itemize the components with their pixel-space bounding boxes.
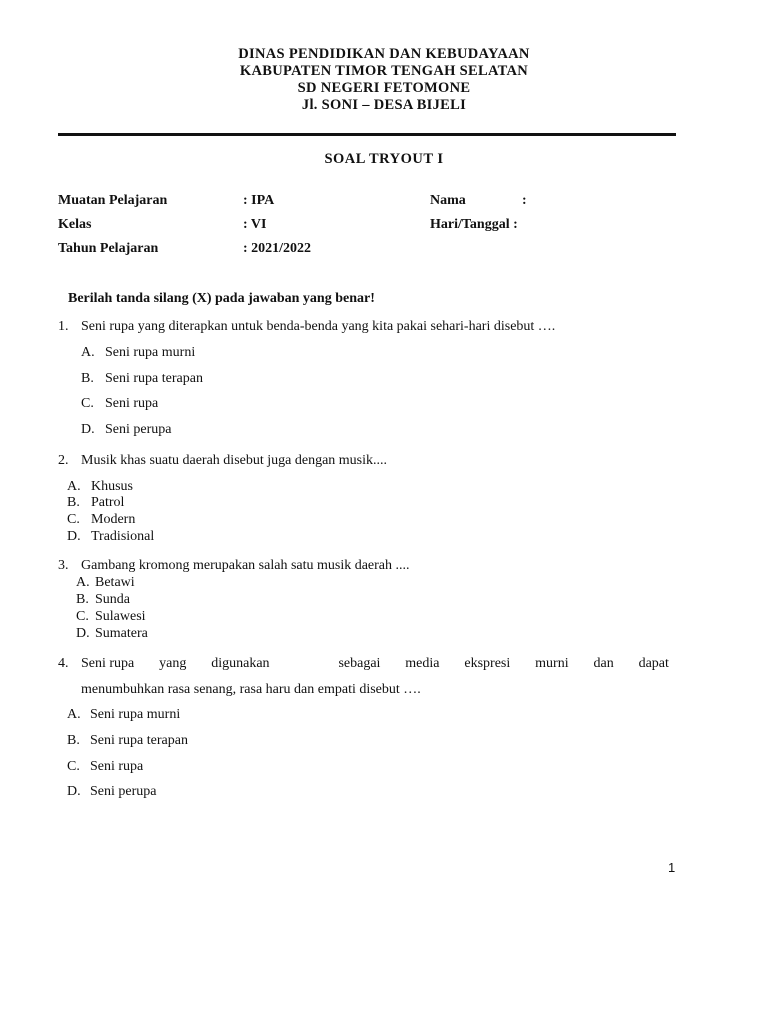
option-text: Betawi [95,575,135,590]
option [81,422,171,438]
subject-value: : IPA [243,193,275,208]
option-label: C. [76,609,89,624]
question-text: Seni rupa yang diterapkan untuk benda-benda yang kita pakai sehari-hari disebut …. [81,319,556,334]
question-number: 2. [58,453,69,468]
option-text: Tradisional [91,529,155,544]
letterhead-regency: KABUPATEN TIMOR TENGAH SELATAN [239,63,529,79]
option [67,479,133,495]
option-label: A. [81,345,95,360]
word: sebagai [338,656,381,671]
question-text: Musik khas suatu daerah disebut juga dengan musik.... [81,453,388,468]
question-text: Gambang kromong merupakan salah satu musik daerah .... [81,558,410,573]
option-text: Sunda [95,592,130,607]
option-label: C. [67,512,80,527]
instruction: Berilah tanda silang (X) pada jawaban yang benar! [68,291,375,306]
option [81,345,195,361]
option-label: D. [67,784,81,799]
option [67,529,154,545]
option-text: Seni perupa [105,422,172,437]
option-label: D. [81,422,95,437]
option-label: D. [76,626,90,641]
option-label: A. [67,479,81,494]
option-text: Seni rupa [90,759,144,774]
option [67,495,124,511]
option [67,784,156,800]
letterhead-agency: DINAS PENDIDIKAN DAN KEBUDAYAAN [238,46,530,62]
word: digunakan [211,656,270,671]
exam-title: SOAL TRYOUT I [324,151,444,167]
option-label: B. [67,733,80,748]
question-number: 1. [58,319,69,334]
option [81,371,203,387]
question-number: 3. [58,558,69,573]
word: media [405,656,440,671]
year-value: : 2021/2022 [243,241,312,256]
option [67,759,143,775]
option-label: C. [67,759,80,774]
option [76,575,135,591]
option-text: Patrol [91,495,125,510]
option-text: Modern [91,512,136,527]
class-label: Kelas [58,217,92,232]
word: ekspresi [464,656,511,671]
option-label: C. [81,396,94,411]
year-label: Tahun Pelajaran [58,241,159,256]
option [67,707,180,723]
page-number: 1 [668,860,676,875]
option [81,396,158,412]
question-text-line1 [81,656,669,672]
option-label: A. [76,575,90,590]
date-label: Hari/Tanggal : [430,217,518,232]
class-value: : VI [243,217,267,232]
question-number: 4. [58,656,69,671]
option-label: B. [76,592,89,607]
option-text: Seni perupa [90,784,157,799]
word: murni [535,656,569,671]
option-text: Seni rupa terapan [105,371,203,386]
option-label: B. [67,495,80,510]
option [76,626,148,642]
option [76,592,130,608]
option-text: Sumatera [95,626,148,641]
option-text: Seni rupa murni [105,345,196,360]
header-divider [58,133,676,136]
letterhead-school: SD NEGERI FETOMONE [297,80,471,96]
question-text-line2: menumbuhkan rasa senang, rasa haru dan empati disebut …. [81,682,421,697]
option-label: B. [81,371,94,386]
option [67,733,188,749]
option-label: A. [67,707,81,722]
option-text: Seni rupa terapan [90,733,188,748]
option-text: Khusus [91,479,134,494]
letterhead [0,46,768,114]
name-colon: : [522,193,527,208]
word: Seni rupa [81,656,135,671]
letterhead-address: Jl. SONI – DESA BIJELI [301,97,467,113]
word: dan [593,656,614,671]
word: dapat [638,656,669,671]
word: yang [159,656,187,671]
option-text: Sulawesi [95,609,146,624]
option [67,512,135,528]
option-label: D. [67,529,81,544]
subject-label: Muatan Pelajaran [58,193,168,208]
option-text: Seni rupa murni [90,707,181,722]
option [76,609,146,625]
option-text: Seni rupa [105,396,159,411]
name-label: Nama [430,193,466,208]
